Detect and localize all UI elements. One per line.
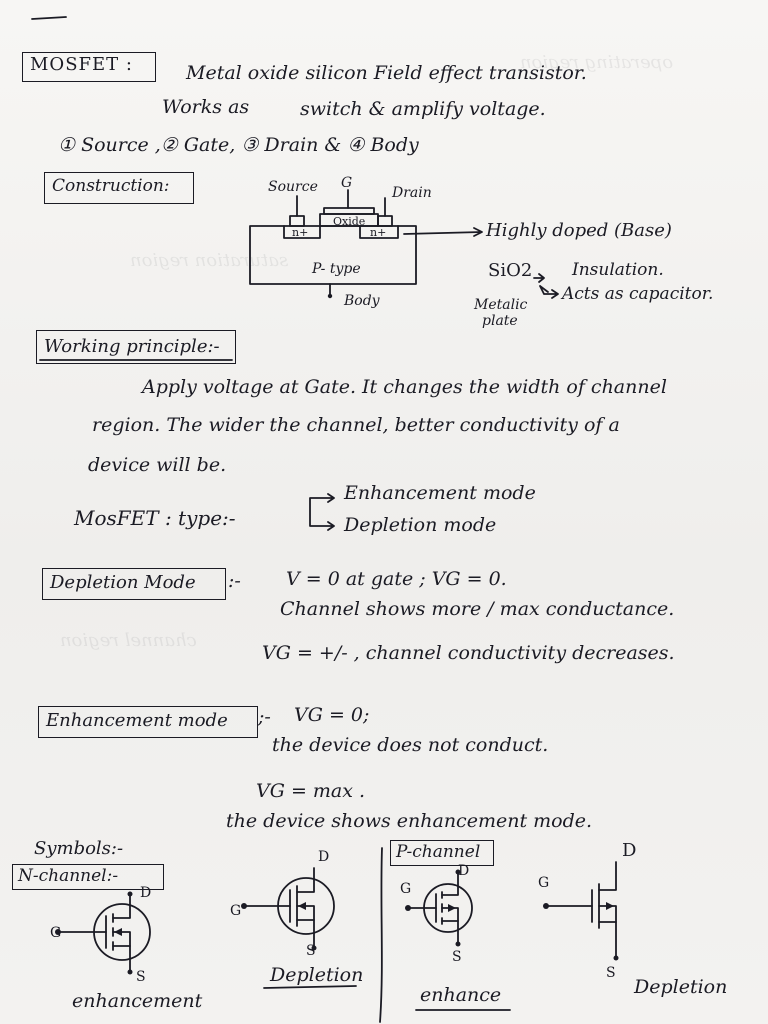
- label-body: Body: [344, 293, 380, 309]
- enhancement-line-3: VG = max .: [256, 780, 366, 802]
- depletion-heading-suffix: :-: [228, 570, 241, 592]
- works-as-text: switch & amplify voltage.: [300, 98, 546, 120]
- construction-heading: Construction:: [52, 176, 170, 196]
- p-channel-label: P-channel: [396, 842, 481, 862]
- enhancement-heading: Enhancement mode: [46, 710, 228, 731]
- working-line-1: Apply voltage at Gate. It changes the width of channel: [142, 376, 667, 398]
- label-n-plus-right: n+: [370, 226, 387, 239]
- n-enh-pin-d: D: [140, 885, 152, 901]
- label-source: Source: [268, 179, 318, 195]
- p-enh-pin-d: D: [458, 863, 470, 879]
- n-enh-pin-s: S: [136, 969, 146, 985]
- p-enh-pin-g: G: [400, 881, 412, 897]
- caption-n-depletion: Depletion: [270, 964, 364, 986]
- enhancement-line-4: the device shows enhancement mode.: [226, 810, 593, 832]
- note-highly-doped: Highly doped (Base): [486, 220, 672, 241]
- caption-p-depletion: Depletion: [634, 976, 728, 998]
- type-depletion: Depletion mode: [344, 514, 497, 536]
- note-metalic: Metalic: [474, 297, 528, 313]
- working-line-2: region. The wider the channel, better conductivity of a: [92, 414, 620, 436]
- depletion-line-1: V = 0 at gate ; VG = 0.: [286, 568, 507, 590]
- p-dep-pin-s: S: [606, 965, 616, 981]
- depletion-line-3: VG = +/- , channel conductivity decreases.: [262, 642, 675, 664]
- p-dep-pin-g: G: [538, 875, 550, 891]
- depletion-line-2: Channel shows more / max conductance.: [280, 598, 675, 620]
- working-heading: Working principle:-: [44, 336, 220, 357]
- p-enh-pin-s: S: [452, 949, 462, 965]
- bleed-through-text: channel region: [60, 630, 197, 651]
- mosfet-definition: Metal oxide silicon Field effect transistor.: [186, 62, 587, 84]
- working-line-3: device will be.: [88, 454, 227, 476]
- enhancement-line-1: VG = 0;: [294, 704, 370, 726]
- note-plate: plate: [482, 313, 518, 329]
- label-drain: Drain: [392, 185, 432, 201]
- n-channel-label: N-channel:-: [18, 866, 119, 886]
- mosfet-heading: MOSFET :: [30, 54, 133, 75]
- bleed-through-text: saturation region: [130, 250, 289, 271]
- n-enh-pin-g: G: [50, 925, 62, 941]
- note-insulation: Insulation.: [572, 260, 664, 280]
- type-enhancement: Enhancement mode: [344, 482, 536, 504]
- types-label: MosFET : type:-: [74, 506, 236, 530]
- label-n-plus-left: n+: [292, 226, 309, 239]
- n-dep-pin-s: S: [306, 943, 316, 959]
- symbols-heading: Symbols:-: [34, 838, 124, 859]
- label-p-type: P- type: [312, 261, 361, 277]
- label-gate: G: [341, 175, 353, 191]
- n-dep-pin-g: G: [230, 903, 242, 919]
- caption-n-enhancement: enhancement: [72, 990, 203, 1012]
- n-dep-pin-d: D: [318, 849, 330, 865]
- works-as-label: Works as: [162, 96, 250, 118]
- enhancement-line-2: the device does not conduct.: [272, 734, 549, 756]
- terminals-list: ① Source ,② Gate, ③ Drain & ④ Body: [58, 134, 419, 156]
- note-capacitor: Acts as capacitor.: [562, 284, 714, 304]
- p-dep-pin-d: D: [622, 840, 637, 861]
- depletion-heading: Depletion Mode: [50, 572, 196, 593]
- caption-p-enhance: enhance: [420, 984, 502, 1006]
- label-oxide: Oxide: [333, 215, 366, 228]
- enhancement-heading-suffix: ;-: [258, 706, 271, 728]
- note-sio2: SiO2: [488, 260, 533, 281]
- bleed-through-text: operating region: [520, 52, 674, 73]
